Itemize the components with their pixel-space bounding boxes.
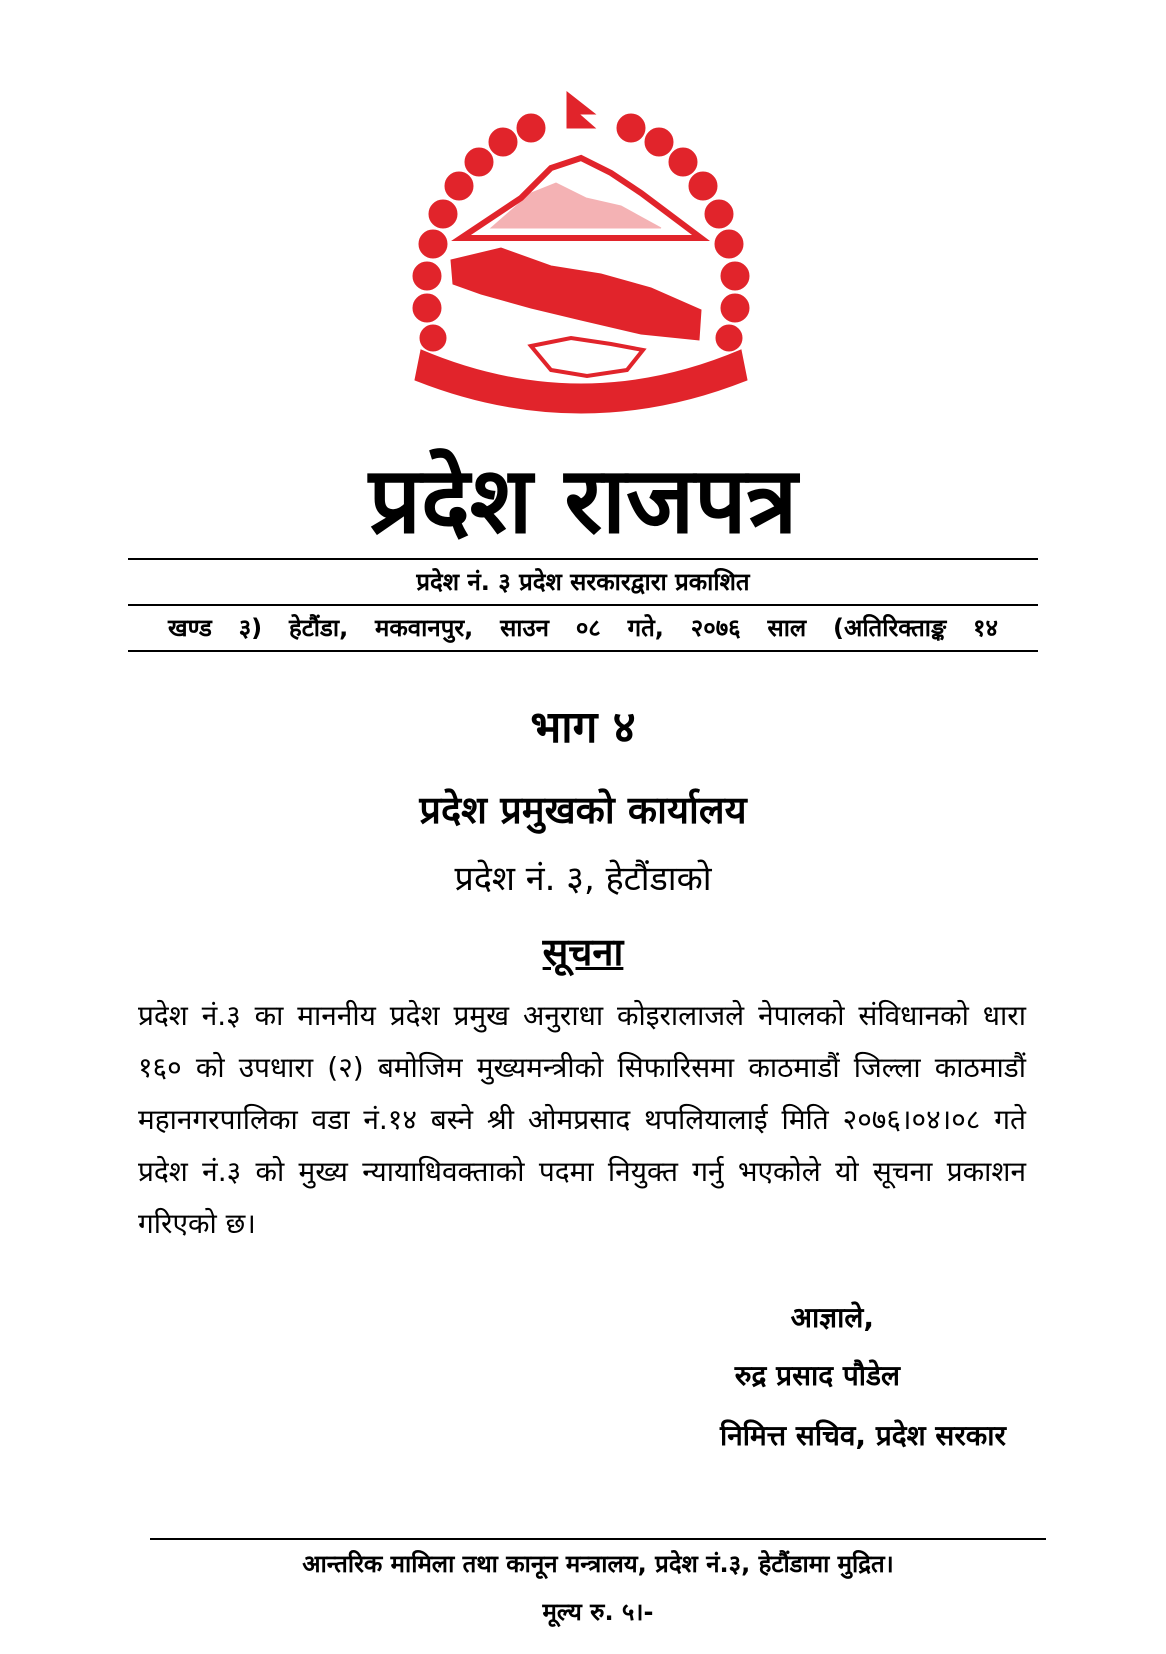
signature-order: आज्ञाले, — [790, 1301, 874, 1334]
handshake-icon — [531, 338, 643, 376]
publisher-line: प्रदेश नं. ३ प्रदेश सरकारद्वारा प्रकाशित — [416, 568, 750, 596]
part-heading: भाग ४ — [530, 702, 636, 753]
office-subheading: प्रदेश नं. ३, हेटौंडाको — [454, 859, 712, 899]
price-line: मूल्य रु. ५।- — [542, 1598, 654, 1626]
printer-line: आन्तरिक मामिला तथा कानून मन्त्रालय, प्रदेश नं.३, हेटौंडामा मुद्रित। — [302, 1550, 894, 1578]
footer-divider — [150, 1538, 1046, 1540]
notice-body: प्रदेश नं.३ का माननीय प्रदेश प्रमुख अनुराधा कोइरालाजले नेपालको संविधानको धारा १६० को उपधारा (२) बमोजिम मुख्यमन्त्रीको सिफारिसमा काठमाडौं जिल्ला काठमाडौं महानगरपालिका वडा नं.१४ बस्ने श्री ओमप्रसाद थपलियालाई मिति २०७६।०४।०८ गते प्रदेश नं.३ को मुख्य न्यायाधिवक्ताको पदमा नियुक्त गर्नु भएकोले यो सूचना प्रकाशन गरिएको छ। — [138, 999, 1026, 1240]
signatory-name: रुद्र प्रसाद पौडेल — [734, 1359, 900, 1392]
divider — [128, 558, 1038, 560]
flag-icon — [567, 92, 595, 128]
rhododendron-wreath-left-icon — [413, 114, 545, 351]
office-heading: प्रदेश प्रमुखको कार्यालय — [419, 788, 747, 832]
national-emblem — [381, 88, 781, 438]
signatory-designation: निमित्त सचिव, प्रदेश सरकार — [720, 1419, 1006, 1452]
divider — [128, 604, 1038, 606]
divider — [128, 650, 1038, 652]
gazette-title: प्रदेश राजपत्र — [368, 447, 798, 554]
notice-heading: सूचना — [542, 930, 624, 974]
issue-line: खण्ड ३) हेटौंडा, मकवानपुर, साउन ०८ गते, २०७६ साल (अतिरिक्ताङ्क १४ — [168, 614, 998, 642]
nepal-map-icon — [451, 248, 701, 340]
